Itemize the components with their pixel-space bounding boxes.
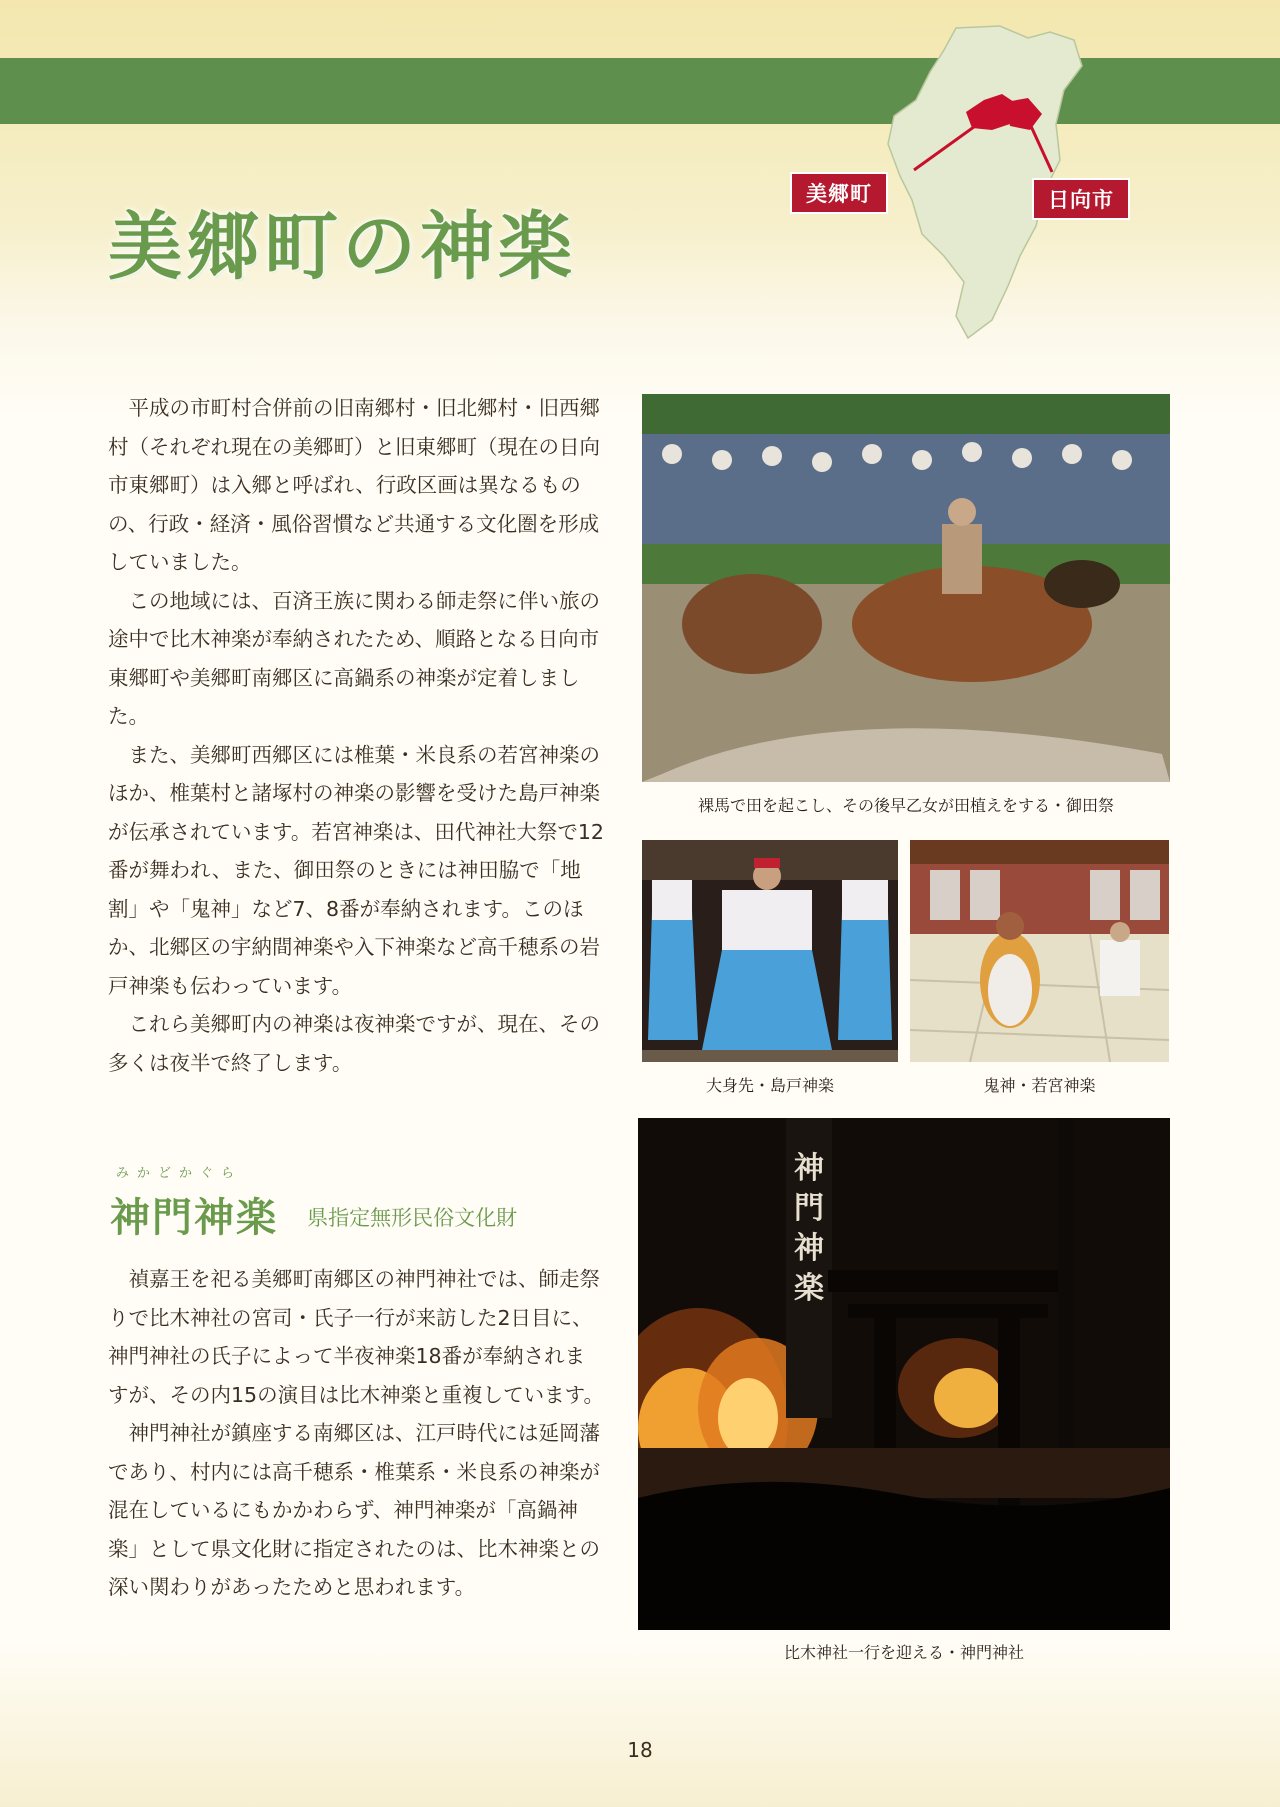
photo-mikado-shrine-fire [638,1118,1170,1630]
intro-paragraph: この地域には、百済王族に関わる師走祭に伴い旅の途中で比木神楽が奉納されたため、順路となる日向市東郷町や美郷町南郷区に高鍋系の神楽が定着しました。 [108,588,600,728]
photo-caption: 比木神社一行を迎える・神門神社 [783,1643,1024,1662]
map-label-misato: 美郷町 [790,172,888,214]
section-text [108,1260,604,1607]
photo-wakamiya-kagura [910,840,1169,1062]
photo-caption: 大身先・島戸神楽 [705,1076,834,1095]
svg-text:門: 門 [794,1191,824,1226]
intro-text [108,389,604,1082]
page-number: 18 [627,1738,653,1762]
photo-otaue-horse [642,394,1170,782]
section-designation: 県指定無形民俗文化財 [307,1206,518,1230]
photo-shimado-kagura [642,840,898,1062]
section-heading [110,1166,518,1243]
intro-paragraph: また、美郷町西郷区には椎葉・米良系の若宮神楽のほか、椎葉村と諸塚村の神楽の影響を受けた島戸神楽が伝承されています。若宮神楽は、田代神社大祭で12番が舞われ、また、御田祭のときには神田脇で「地割」や「鬼神」など7、8番が奉納されます。このほか、北郷区の宇納間神楽や入下神楽など高千穂系の岩戸神楽も伝わっています。 [108,742,604,998]
intro-paragraph: これら美郷町内の神楽は夜神楽ですが、現在、その多くは夜半で終了します。 [108,1012,600,1075]
photo-caption: 鬼神・若宮神楽 [983,1076,1096,1095]
svg-text:神: 神 [794,1231,824,1266]
section-title: 神門神楽 [110,1194,278,1241]
page-title: 美郷町の神楽 [108,204,576,290]
svg-text:楽: 楽 [794,1271,824,1306]
photo-caption: 裸馬で田を起こし、その後早乙女が田植えをする・御田祭 [697,796,1114,815]
map-label-hyuga: 日向市 [1032,178,1130,220]
svg-text:神: 神 [794,1151,824,1186]
intro-paragraph: 平成の市町村合併前の旧南郷村・旧北郷村・旧西郷村（それぞれ現在の美郷町）と旧東郷町（現在の日向市東郷町）は入郷と呼ばれ、行政区画は異なるものの、行政・経済・風俗習慣など共通する文化圏を形成していました。 [108,396,600,574]
section-ruby: みかどかぐら [116,1166,243,1181]
section-paragraph: 禎嘉王を祀る美郷町南郷区の神門神社では、師走祭りで比木神社の宮司・氏子一行が来訪した2日目に、神門神社の氏子によって半夜神楽18番が奉納されますが、その内15の演目は比木神楽と重複しています。 [108,1267,604,1407]
section-paragraph: 神門神社が鎮座する南郷区は、江戸時代には延岡藩であり、村内には高千穂系・椎葉系・米良系の神楽が混在しているにもかかわらず、神門神楽が「高鍋神楽」として県文化財に指定されたのは、比木神楽との深い関わりがあったためと思われます。 [108,1421,600,1599]
